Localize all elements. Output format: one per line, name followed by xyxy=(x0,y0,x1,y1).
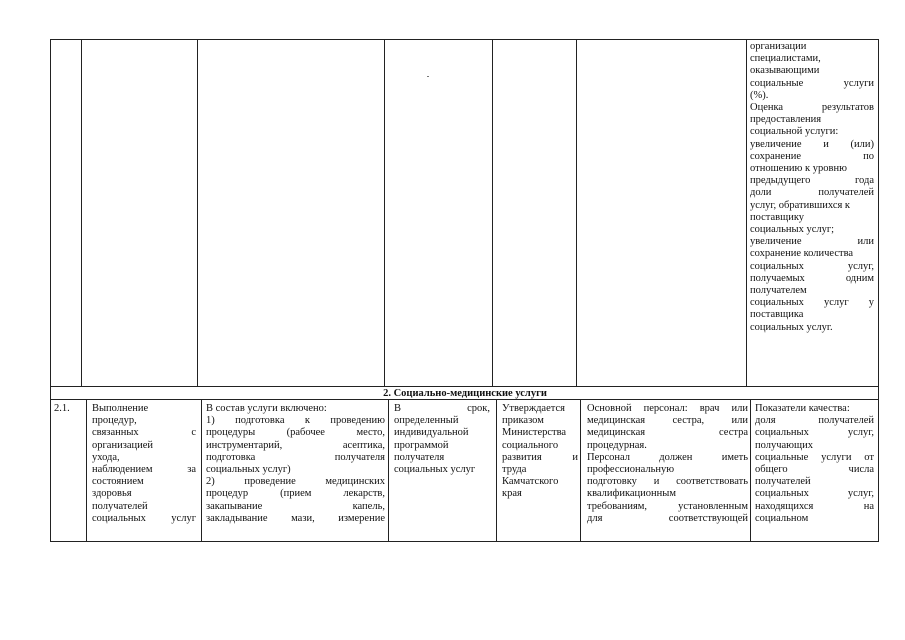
upper-indicator-line: предыдущего года xyxy=(750,175,874,187)
row-border-6 xyxy=(750,399,751,542)
service-name-line: ухода, xyxy=(92,451,120,463)
upper-indicator-line: социальных услуг. xyxy=(750,321,833,333)
upper-indicator-line: увеличение и (или) xyxy=(750,138,874,150)
service-term-line: В срок, xyxy=(394,403,490,414)
service-conditions-line: для соответствующей xyxy=(587,512,748,524)
upper-indicator-line: оказывающими xyxy=(750,65,820,77)
row-border-4 xyxy=(496,399,497,542)
service-conditions-line: медицинская сестра xyxy=(587,427,748,439)
service-quality xyxy=(755,403,874,525)
service-term-line: социальных услуг xyxy=(394,464,476,476)
service-content-line: закапывание капель, xyxy=(206,500,385,512)
row-border-5 xyxy=(580,399,581,542)
scan-speck xyxy=(427,76,429,77)
col-border-7 xyxy=(878,39,879,542)
upper-indicator-line: Оценка результатов xyxy=(750,102,874,114)
row-border-2 xyxy=(201,399,202,542)
upper-indicator-line: социальной услуги: xyxy=(750,126,839,138)
service-term-line: определенный xyxy=(394,415,459,427)
upper-indicator-line: специалистами, xyxy=(750,53,821,65)
service-quality-line: находящихся на xyxy=(755,500,874,512)
upper-indicator-line: доли получателей xyxy=(750,187,874,199)
service-conditions-line: медицинская сестра, или xyxy=(587,415,748,427)
row-number-text: 2.1. xyxy=(54,403,70,414)
service-quality-line: получателей xyxy=(755,476,811,488)
upper-quality-indicators xyxy=(750,41,874,334)
service-name-line: состоянием xyxy=(92,476,144,488)
upper-indicator-line: сохранение по xyxy=(750,150,874,162)
service-name-line: социальных услуг xyxy=(92,512,196,524)
table-bottom-border xyxy=(50,541,879,542)
upper-indicator-line: отношению к уровню xyxy=(750,163,847,175)
upper-indicator-line: социальные услуги xyxy=(750,77,874,89)
row-border-3 xyxy=(388,399,389,542)
service-name-line: процедур, xyxy=(92,415,137,427)
upper-indicator-line: получаемых одним xyxy=(750,272,874,284)
row-border-1 xyxy=(86,399,87,542)
service-content-line: В состав услуги включено: xyxy=(206,403,327,414)
service-term-line: индивидуальной xyxy=(394,427,469,439)
upper-indicator-line: услуг, обратившихся к xyxy=(750,199,851,211)
col-border-4 xyxy=(492,39,493,387)
upper-indicator-line: организации xyxy=(750,41,807,52)
service-conditions xyxy=(587,403,748,525)
service-name-line: Выполнение xyxy=(92,403,149,414)
service-name-line: организацией xyxy=(92,439,154,451)
service-tariff-line: труда xyxy=(502,464,527,476)
service-tariff-line: Камчатского xyxy=(502,476,559,488)
upper-indicator-line: (%). xyxy=(750,89,769,101)
service-conditions-line: квалификационным xyxy=(587,488,676,500)
section-top-border xyxy=(50,386,879,387)
upper-indicator-line: поставщика xyxy=(750,309,804,321)
upper-indicator-line: получателем xyxy=(750,285,807,297)
service-content xyxy=(206,403,385,525)
service-content-line: процедуры (рабочее место, xyxy=(206,427,385,439)
service-term-line: получателя xyxy=(394,451,445,463)
service-tariff-line: приказом xyxy=(502,415,544,427)
service-tariff-line: края xyxy=(502,488,522,500)
service-conditions-line: требованиям, установленным xyxy=(587,500,748,512)
table-top-border xyxy=(50,39,879,40)
upper-indicator-line: социальных услуг у xyxy=(750,297,874,309)
service-content-line: подготовка получателя xyxy=(206,451,385,463)
col-border-5 xyxy=(576,39,577,387)
upper-indicator-line: социальных услуг; xyxy=(750,224,835,236)
upper-indicator-line: социальных услуг, xyxy=(750,260,874,272)
service-quality-line: доля получателей xyxy=(755,415,874,427)
service-name-line: наблюдением за xyxy=(92,464,196,476)
upper-indicator-line: поставщику xyxy=(750,211,805,223)
col-border-2 xyxy=(197,39,198,387)
service-tariff xyxy=(502,403,578,501)
service-tariff-line: социального xyxy=(502,439,559,451)
service-name-line: здоровья xyxy=(92,488,132,500)
col-border-1 xyxy=(81,39,82,387)
service-content-line: инструментарий, асептика, xyxy=(206,439,385,451)
service-quality-line: социальных услуг, xyxy=(755,488,874,500)
upper-indicator-line: увеличение или xyxy=(750,236,874,248)
row-number xyxy=(54,403,84,415)
upper-indicator-line: предоставления xyxy=(750,114,822,126)
service-tariff-line: Министерства xyxy=(502,427,567,439)
service-content-line: 2) проведение медицинских xyxy=(206,476,385,488)
service-conditions-line: профессиональную xyxy=(587,464,675,476)
service-quality-line: Показатели качества: xyxy=(755,403,850,414)
service-term xyxy=(394,403,490,476)
upper-indicator-line: сохранение количества xyxy=(750,248,854,260)
service-quality-line: социальные услуги от xyxy=(755,451,874,463)
service-conditions-line: Персонал должен иметь xyxy=(587,451,748,463)
col-border-3 xyxy=(384,39,385,387)
service-conditions-line: подготовку и соответствовать xyxy=(587,476,748,488)
service-quality-line: социальном xyxy=(755,512,809,524)
col-border-6 xyxy=(746,39,747,387)
service-name-line: связанных с xyxy=(92,427,196,439)
service-content-line: 1) подготовка к проведению xyxy=(206,415,385,427)
service-quality-line: общего числа xyxy=(755,464,874,476)
service-content-line: процедур (прием лекарств, xyxy=(206,488,385,500)
col-border-0 xyxy=(50,39,51,542)
service-name-line: получателей xyxy=(92,500,148,512)
service-content-line: закладывание мази, измерение xyxy=(206,512,385,524)
service-term-line: программой xyxy=(394,439,449,451)
section-title: 2. Социально-медицинские услуги xyxy=(383,388,547,399)
service-tariff-line: Утверждается xyxy=(502,403,565,414)
service-conditions-line: процедурная. xyxy=(587,439,647,451)
service-content-line: социальных услуг) xyxy=(206,464,291,476)
service-quality-line: получающих xyxy=(755,439,813,451)
service-quality-line: социальных услуг, xyxy=(755,427,874,439)
service-name xyxy=(92,403,196,525)
service-conditions-line: Основной персонал: врач или xyxy=(587,403,748,414)
service-tariff-line: развития и xyxy=(502,451,578,463)
